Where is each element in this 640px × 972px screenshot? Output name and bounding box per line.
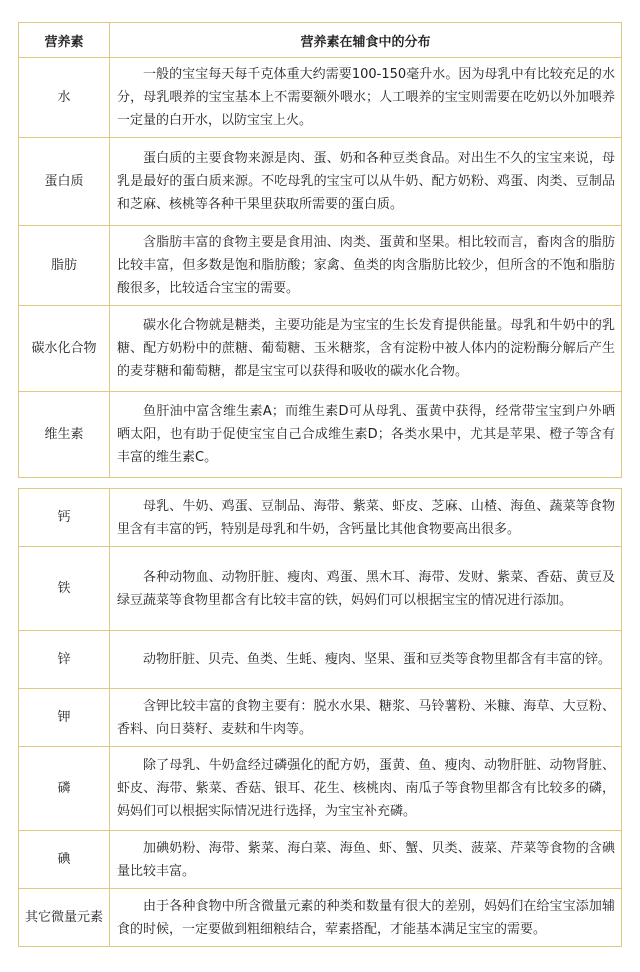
nutrient-description: 碳水化合物就是糖类，主要功能是为宝宝的生长发育提供能量。母乳和牛奶中的乳糖、配方奶粉中的蔗糖、葡萄糖、玉米糖浆，含有淀粉中被人体内的淀粉酶分解后产生的麦芽糖和葡萄糖，都是宝宝可以获得和吸收的碳水化合物。 <box>110 306 622 392</box>
nutrient-description: 动物肝脏、贝壳、鱼类、生蚝、瘦肉、坚果、蛋和豆类等食物里都含有丰富的锌。 <box>110 631 622 689</box>
nutrient-description: 鱼肝油中富含维生素A；而维生素D可从母乳、蛋黄中获得，经常带宝宝到户外晒晒太阳，也有助于促使宝宝自己合成维生素D；各类水果中，尤其是苹果、橙子等含有丰富的维生素C。 <box>110 392 622 478</box>
nutrient-name: 钙 <box>19 489 110 547</box>
nutrient-name: 水 <box>19 58 110 138</box>
nutrient-description: 母乳、牛奶、鸡蛋、豆制品、海带、紫菜、虾皮、芝麻、山楂、海鱼、蔬菜等食物里含有丰富的钙，特别是母乳和牛奶，含钙量比其他食物要高出很多。 <box>110 489 622 547</box>
nutrient-name: 碘 <box>19 831 110 889</box>
nutrient-name: 钾 <box>19 689 110 747</box>
nutrient-description: 蛋白质的主要食物来源是肉、蛋、奶和各种豆类食品。对出生不久的宝宝来说，母乳是最好的蛋白质来源。不吃母乳的宝宝可以从牛奶、配方奶粉、鸡蛋、肉类、豆制品和芝麻、核桃等各种干果里获取所需要的蛋白质。 <box>110 138 622 226</box>
table-row <box>19 631 622 689</box>
nutrient-name: 铁 <box>19 547 110 631</box>
nutrient-description: 含脂肪丰富的食物主要是食用油、肉类、蛋黄和坚果。相比较而言，畜肉含的脂肪比较丰富，但多数是饱和脂肪酸；家禽、鱼类的肉含脂肪比较少，但所含的不饱和脂肪酸很多，比较适合宝宝的需要。 <box>110 226 622 306</box>
table-row <box>19 889 622 947</box>
table-row <box>19 226 622 306</box>
table-row <box>19 547 622 631</box>
table-row <box>19 747 622 831</box>
nutrient-description: 含钾比较丰富的食物主要有：脱水水果、糖浆、马铃薯粉、米糠、海草、大豆粉、香料、向日葵籽、麦麸和牛肉等。 <box>110 689 622 747</box>
nutrient-name: 其它微量元素 <box>19 889 110 947</box>
nutrient-description: 各种动物血、动物肝脏、瘦肉、鸡蛋、黑木耳、海带、发财、紫菜、香菇、黄豆及绿豆蔬菜等食物里都含有比较丰富的铁，妈妈们可以根据宝宝的情况进行添加。 <box>110 547 622 631</box>
nutrient-name: 磷 <box>19 747 110 831</box>
header-distribution: 营养素在辅食中的分布 <box>110 23 622 58</box>
table-row <box>19 392 622 478</box>
table-header-row <box>19 23 622 58</box>
nutrient-name: 锌 <box>19 631 110 689</box>
table-row <box>19 689 622 747</box>
table-row <box>19 138 622 226</box>
table-row <box>19 831 622 889</box>
nutrient-description: 由于各种食物中所含微量元素的种类和数量有很大的差别，妈妈们在给宝宝添加辅食的时候，一定要做到粗细粮结合，荤素搭配，才能基本满足宝宝的需要。 <box>110 889 622 947</box>
table-row <box>19 306 622 392</box>
nutrient-name: 碳水化合物 <box>19 306 110 392</box>
nutrient-description: 除了母乳、牛奶盒经过磷强化的配方奶，蛋黄、鱼、瘦肉、动物肝脏、动物肾脏、虾皮、海带、紫菜、香菇、银耳、花生、核桃肉、南瓜子等食物里都含有比较多的磷，妈妈们可以根据实际情况进行选择，为宝宝补充磷。 <box>110 747 622 831</box>
gap-cell <box>19 478 622 489</box>
table-row <box>19 489 622 547</box>
nutrient-description: 一般的宝宝每天每千克体重大约需要100-150毫升水。因为母乳中有比较充足的水分，母乳喂养的宝宝基本上不需要额外喂水；人工喂养的宝宝则需要在吃奶以外加喂养一定量的白开水，以防宝宝上火。 <box>110 58 622 138</box>
nutrient-description: 加碘奶粉、海带、紫菜、海白菜、海鱼、虾、蟹、贝类、菠菜、芹菜等食物的含碘量比较丰富。 <box>110 831 622 889</box>
nutrient-name: 脂肪 <box>19 226 110 306</box>
header-nutrient: 营养素 <box>19 23 110 58</box>
table-row <box>19 58 622 138</box>
nutrient-name: 维生素 <box>19 392 110 478</box>
row-gap <box>19 478 622 489</box>
nutrient-name: 蛋白质 <box>19 138 110 226</box>
nutrient-table <box>18 22 622 947</box>
